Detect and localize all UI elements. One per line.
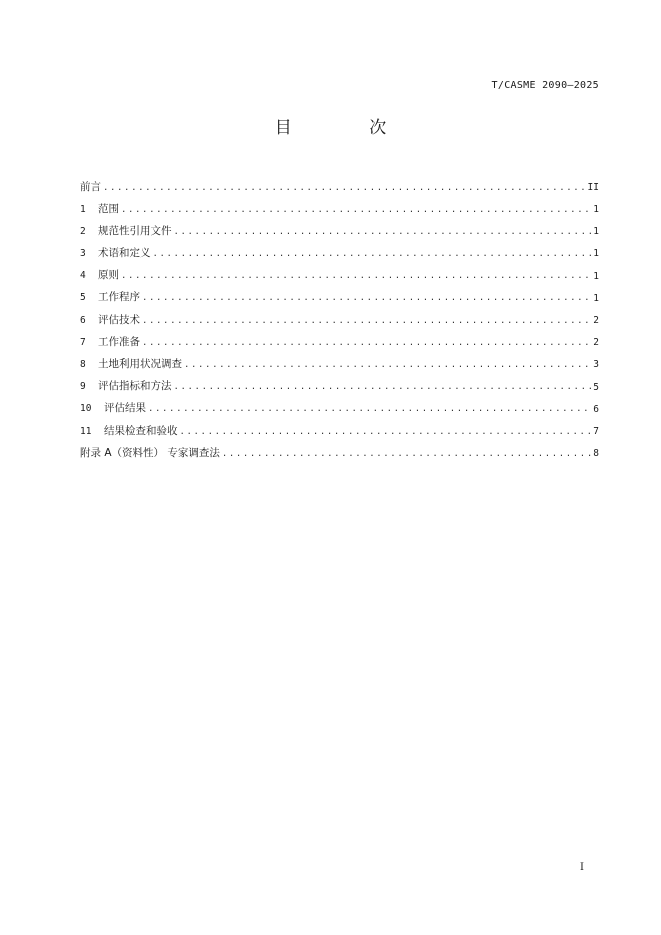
toc-leader-dots — [174, 227, 592, 239]
toc-entry-number: 1 — [80, 203, 86, 215]
toc-entry-label: 前言 — [80, 180, 101, 193]
document-code: T/CASME 2090—2025 — [491, 80, 599, 91]
toc-entry-2[interactable] — [80, 216, 599, 238]
toc-leader-dots — [174, 382, 592, 394]
toc-entry-label: 附录 A（资料性） 专家调查法 — [80, 446, 220, 459]
toc-entry-page: 1 — [593, 226, 599, 238]
toc-entry-number: 6 — [80, 314, 86, 326]
toc-leader-dots — [222, 449, 591, 461]
toc-entry-page: 6 — [593, 403, 599, 415]
toc-entry-page: 1 — [593, 248, 599, 260]
toc-entry-page: 7 — [593, 425, 599, 437]
table-of-contents — [80, 172, 599, 460]
toc-entry-label: 8 土地利用状况调查 — [80, 358, 182, 371]
toc-entry-page: 8 — [593, 448, 599, 460]
toc-entry-label: 10 评估结果 — [80, 402, 146, 415]
toc-entry-page: 2 — [593, 337, 599, 349]
toc-entry-number: 5 — [80, 292, 86, 304]
toc-entry-page: 5 — [593, 381, 599, 393]
toc-entry-label: 3 术语和定义 — [80, 247, 151, 260]
toc-entry-10[interactable] — [80, 394, 599, 416]
toc-entry-8[interactable] — [80, 350, 599, 372]
toc-entry-page: 3 — [593, 359, 599, 371]
toc-entry-number: 10 — [80, 403, 92, 415]
toc-leader-dots — [142, 293, 591, 305]
toc-leader-dots — [180, 427, 592, 439]
toc-entry-3[interactable] — [80, 239, 599, 261]
page-number: I — [580, 862, 584, 873]
toc-entry-number: 2 — [80, 225, 86, 237]
toc-entry-number: 4 — [80, 270, 86, 282]
toc-entry-number: 9 — [80, 381, 86, 393]
toc-entry-foreword[interactable] — [80, 172, 599, 194]
toc-leader-dots — [184, 360, 591, 372]
toc-entry-label: 11 结果检查和验收 — [80, 424, 178, 437]
toc-entry-label: 5 工作程序 — [80, 291, 140, 304]
toc-entry-label: 4 原则 — [80, 269, 119, 282]
toc-entry-appendix-a[interactable] — [80, 438, 599, 460]
toc-entry-number: 3 — [80, 248, 86, 260]
toc-entry-page: II — [587, 181, 599, 193]
toc-leader-dots — [142, 338, 591, 350]
toc-entry-number: 8 — [80, 359, 86, 371]
toc-entry-label: 1 范围 — [80, 202, 119, 215]
toc-title: 目 次 — [274, 118, 423, 138]
toc-entry-label: 7 工作准备 — [80, 335, 140, 348]
toc-entry-label: 2 规范性引用文件 — [80, 224, 172, 237]
toc-leader-dots — [153, 249, 592, 261]
toc-leader-dots — [148, 404, 591, 416]
toc-entry-4[interactable] — [80, 261, 599, 283]
toc-entry-label: 9 评估指标和方法 — [80, 380, 172, 393]
toc-entry-page: 2 — [593, 314, 599, 326]
toc-entry-11[interactable] — [80, 416, 599, 438]
toc-leader-dots — [121, 271, 591, 283]
toc-leader-dots — [142, 316, 591, 328]
toc-entry-9[interactable] — [80, 372, 599, 394]
toc-leader-dots — [121, 205, 591, 217]
toc-entry-6[interactable] — [80, 305, 599, 327]
toc-entry-page: 1 — [593, 270, 599, 282]
toc-entry-number: 7 — [80, 336, 86, 348]
toc-entry-7[interactable] — [80, 327, 599, 349]
toc-entry-label: 6 评估技术 — [80, 313, 140, 326]
toc-entry-5[interactable] — [80, 283, 599, 305]
toc-entry-page: 1 — [593, 204, 599, 216]
toc-leader-dots — [103, 183, 586, 195]
toc-entry-number: 11 — [80, 425, 92, 437]
toc-entry-1[interactable] — [80, 194, 599, 216]
toc-entry-page: 1 — [593, 292, 599, 304]
